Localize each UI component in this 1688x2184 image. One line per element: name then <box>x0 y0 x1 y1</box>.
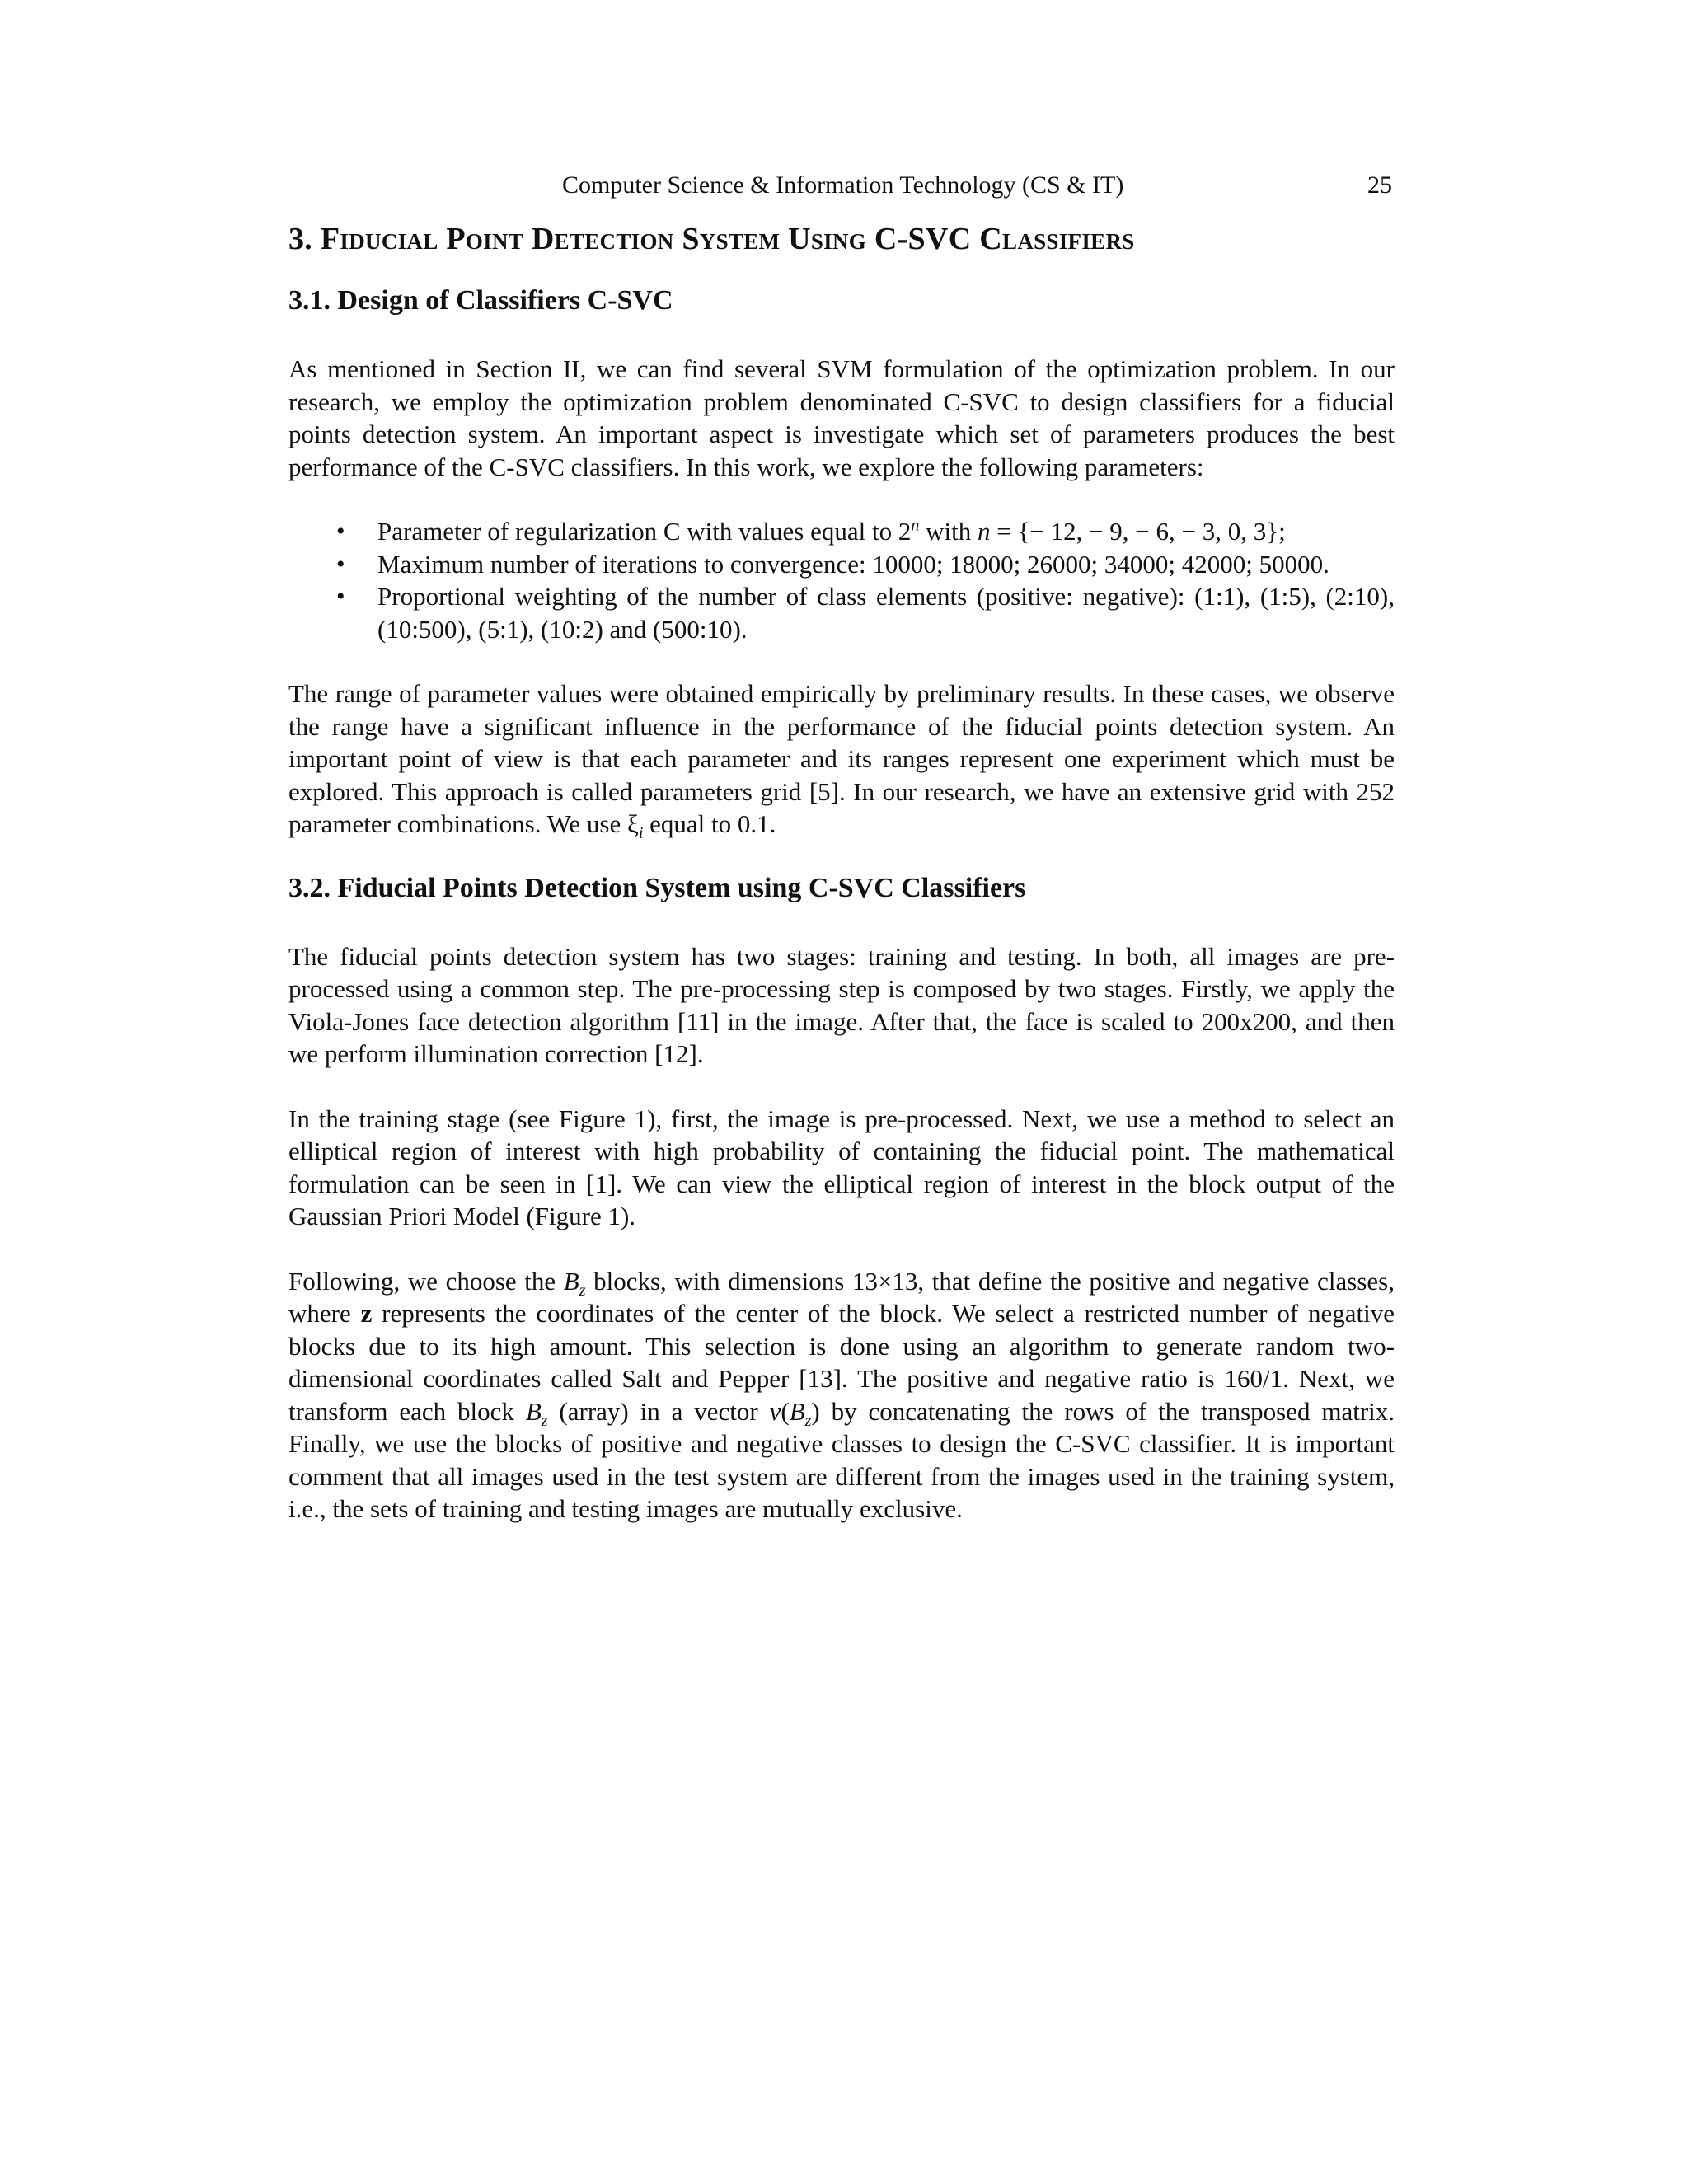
paragraph-3-2-stages: The fiducial points detection system has two stages: training and testing. In both, all images are pre-processed using a common step. The pre-processing step is composed by two stages. Firstly, we apply the Viola-Jones face detection algorithm [11] in the image. After that, the face is scaled to 200x200, and then we perform illumination correction [12]. <box>288 941 1395 1068</box>
list-item: • Maximum number of iterations to convergence: 10000; 18000; 26000; 34000; 42000; 50000. <box>288 548 1395 581</box>
page-number: 25 <box>1367 171 1392 199</box>
subsection-heading-3-2: 3.2. Fiducial Points Detection System using C-SVC Classifiers <box>288 872 1026 903</box>
parameter-list <box>288 515 1395 645</box>
paragraph-3-1-intro: As mentioned in Section II, we can find several SVM formulation of the optimization problem. In our research, we employ the optimization problem denominated C-SVC to design classifiers for a fiducial points detection system. An important aspect is investigate which set of parameters produces the best performance of the C-SVC classifiers. In this work, we explore the following parameters: <box>288 354 1395 481</box>
paragraph-3-1-grid: The range of parameter values were obtained empirically by preliminary results. In these cases, we observe the range have a significant influence in the performance of the fiducial points detection system. An important point of view is that each parameter and its ranges represent one experiment which must be explored. This approach is called parameters grid [5]. In our research, we have an extensive grid with 252 parameter combinations. We use $\xi_i$ equal to 0.1. <box>288 679 1395 843</box>
paragraph-3-2-blocks: Following, we choose the $B_z$ blocks, with dimensions 13×13, that define the positive and negative classes, where z represents the coordinates of the center of the block. We select a restricted number of negative blocks due to its high amount. This selection is done using an algorithm to generate random two-dimensional coordinates called Salt and Pepper [13]. The positive and negative ratio is 160/1. Next, we transform each block $B_z$ (array) in a vector $v(B_z)$ by concatenating the rows of the transposed matrix. Finally, we use the blocks of positive and negative classes to design the C-SVC classifier. It is important comment that all images used in the test system are different from the images used in the training system, i.e., the sets of training and testing images are mutually exclusive. <box>288 1266 1395 1523</box>
list-item: • Proportional weighting of the number of class elements (positive: negative): (1:1), (1:5), (2:10), (10:500), (5:1), (10:2) and (500:10). <box>288 580 1395 645</box>
page-body <box>288 221 1395 1558</box>
section-heading: 3. Fiducial Point Detection System Using C-SVC Classifiers <box>288 222 1135 256</box>
list-item: • Parameter of regularization C with values equal to 2$^n$ with n = {− 12, − 9, − 6, − 3, 0, 3}; <box>288 515 1395 548</box>
subsection-heading-3-1: 3.1. Design of Classifiers C-SVC <box>288 285 673 316</box>
paragraph-3-2-training: In the training stage (see Figure 1), first, the image is pre-processed. Next, we use a method to select an elliptical region of interest with high probability of containing the fiducial point. The mathematical formulation can be seen in [1]. We can view the elliptical region of interest in the block output of the Gaussian Priori Model (Figure 1). <box>288 1104 1395 1230</box>
running-header: Computer Science & Information Technology (CS & IT) <box>562 171 1124 199</box>
